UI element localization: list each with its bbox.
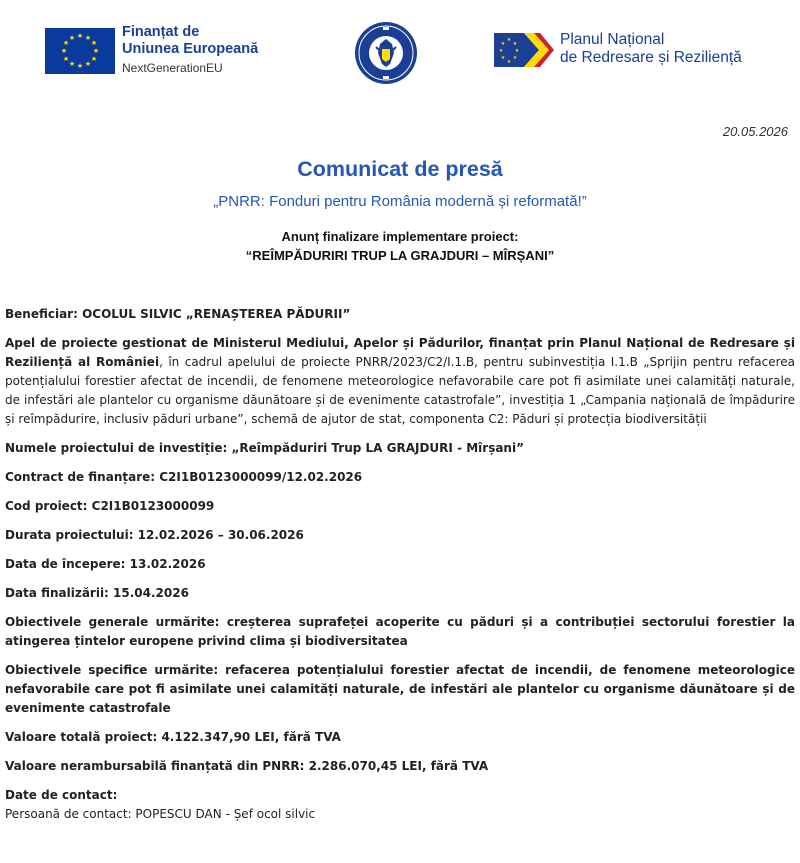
specific-objectives-field: Obiectivele specifice urmărite: refacerea potențialului forestier afectat de incendii, de fenomene meteorologice nefavorabile care pot fi asimilate unei calamități naturale, de infestări ale plantelor cu organisme dăunătoare și de evenimente catastrofale <box>5 663 795 715</box>
start-date-field: Data de începere: 13.02.2026 <box>5 557 206 571</box>
eu-line-3: NextGenerationEU <box>122 61 223 75</box>
apel-bold-text: Apel de proiecte gestionat de Ministerul Mediului, Apelor și Pădurilor, finanțat prin Planul Național de Redresare și Reziliență al României <box>5 336 795 369</box>
svg-text:★: ★ <box>514 48 520 54</box>
guvernul-romaniei-seal-icon <box>353 20 419 86</box>
svg-text:★: ★ <box>60 47 68 55</box>
eu-flag-icon <box>45 28 115 74</box>
page-subtitle: „PNRR: Fonduri pentru România modernă și reformată!” <box>213 193 587 210</box>
beneficiar-field: Beneficiar: OCOLUL SILVIC „RENAȘTEREA PĂDURII” <box>5 307 351 321</box>
eu-line-1: Finanțat de <box>122 24 200 40</box>
general-objectives-field: Obiectivele generale urmărite: creșterea suprafeței acoperite cu păduri și a contribuției sectorului forestier la atingerea țintelor europene privind clima și biodiversitatea <box>5 615 795 648</box>
contract-field: Contract de finanțare: C2I1B0123000099/12.02.2026 <box>5 470 363 484</box>
page-title: Comunicat de presă <box>297 157 503 181</box>
svg-text:★: ★ <box>498 48 504 54</box>
announcement-line-1: Anunț finalizare implementare proiect: <box>281 229 519 244</box>
svg-text:★: ★ <box>90 39 98 47</box>
announcement <box>0 227 800 265</box>
svg-text:★: ★ <box>62 55 70 63</box>
svg-text:★: ★ <box>512 55 518 61</box>
svg-text:★: ★ <box>506 59 512 65</box>
svg-text:★: ★ <box>76 62 84 70</box>
svg-text:★: ★ <box>76 32 84 40</box>
svg-text:★: ★ <box>512 41 518 47</box>
svg-text:★: ★ <box>90 55 98 63</box>
pnrr-line-2: de Redresare și Reziliență <box>560 49 742 66</box>
svg-text:★: ★ <box>500 55 506 61</box>
pnrr-line-1: Planul Național <box>560 31 665 48</box>
press-date: 20.05.2026 <box>722 124 788 139</box>
svg-text:★: ★ <box>506 37 512 43</box>
contact-heading: Date de contact: <box>5 788 118 802</box>
total-value-field: Valoare totală proiect: 4.122.347,90 LEI, fără TVA <box>5 730 341 744</box>
svg-text:★: ★ <box>84 34 92 42</box>
svg-text:★: ★ <box>84 60 92 68</box>
apel-paragraph <box>5 334 795 429</box>
svg-text:★: ★ <box>92 47 100 55</box>
duration-field: Durata proiectului: 12.02.2026 – 30.06.2026 <box>5 528 304 542</box>
svg-text:★: ★ <box>62 39 70 47</box>
svg-text:★: ★ <box>68 60 76 68</box>
eu-funding-label <box>122 24 258 78</box>
pnrr-flag-icon <box>494 33 554 67</box>
contact-person: Persoană de contact: POPESCU DAN - Șef ocol silvic <box>5 807 316 821</box>
svg-text:★: ★ <box>68 34 76 42</box>
pnrr-label <box>560 31 742 67</box>
eu-line-2: Uniunea Europeană <box>122 41 259 57</box>
project-title: “REÎMPĂDURIRI TRUP LA GRAJDURI – MÎRȘANI” <box>245 248 555 263</box>
project-code-field: Cod proiect: C2I1B0123000099 <box>5 499 215 513</box>
apel-rest-text: , în cadrul apelului de proiecte PNRR/2023/C2/I.1.B, pentru subinvestiția I.1.B „Sprijin pentru refacerea potențialului forestier afectat de incendii, de fenomene meteorologice nefavorabile care pot fi asimilate unei calamități naturale, de infestări ale plantelor cu organisme dăunătoare și de evenimente catastrofale”, investiția 1 „Campania națională de împădurire și reîmpădurire, inclusiv păduri urbane”, schemă de ajutor de stat, componenta C2: Păduri și protecția biodiversității <box>5 355 796 426</box>
header-logos <box>0 0 800 105</box>
non-refundable-value-field: Valoare nerambursabilă finanțată din PNRR: 2.286.070,45 LEI, fără TVA <box>5 759 489 773</box>
end-date-field: Data finalizării: 15.04.2026 <box>5 586 189 600</box>
project-name-field: Numele proiectului de investiție: „Reîmpăduriri Trup LA GRAJDURI - Mîrșani” <box>5 441 524 455</box>
svg-text:★: ★ <box>500 41 506 47</box>
press-release-body <box>5 305 795 824</box>
